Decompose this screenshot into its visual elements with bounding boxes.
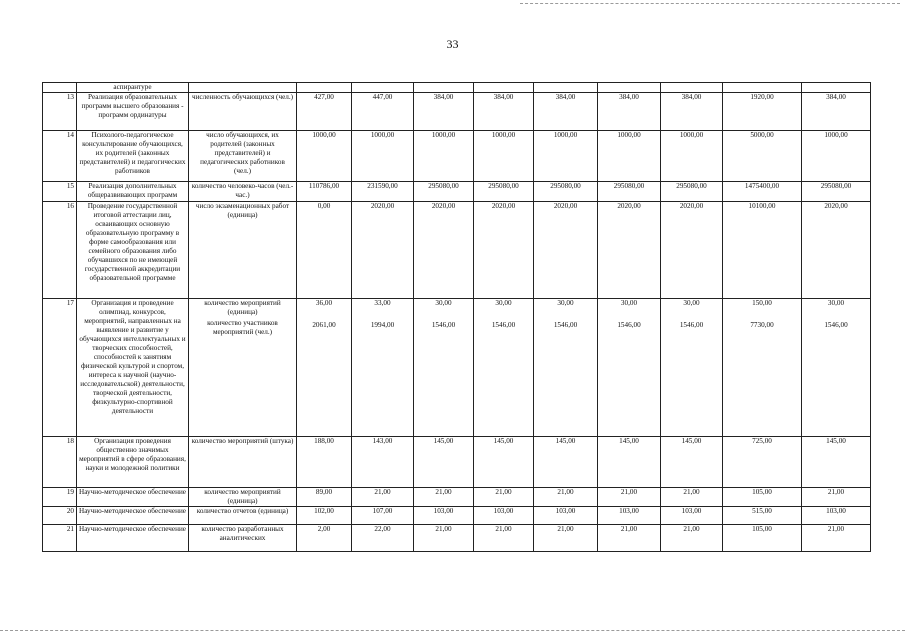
indicator-label: количество мероприятий (единица) <box>204 299 281 316</box>
value-cell <box>474 525 534 552</box>
value-text: 2020,00 <box>370 202 395 210</box>
value-cell <box>474 93 534 131</box>
value-cell <box>297 182 352 202</box>
value-text: 145,00 <box>433 437 454 445</box>
service-name-cell: Психолого-педагогическое консультирование обучающихся, их родителей (законных представителей) и педагогических работников <box>77 131 189 182</box>
table-row <box>43 299 871 437</box>
value-cell <box>802 525 871 552</box>
value-cell <box>661 488 723 507</box>
value-cell <box>598 488 661 507</box>
value-text: 30,00 <box>495 299 512 307</box>
indicator-label: число экзаменационных работ (единица) <box>195 202 290 219</box>
value-text: 384,00 <box>826 93 846 101</box>
table-row <box>43 488 871 507</box>
table-row <box>43 507 871 525</box>
value-cell <box>474 488 534 507</box>
value-text: 103,00 <box>555 507 576 515</box>
value-cell <box>414 437 474 488</box>
value-cell <box>414 131 474 182</box>
table-row <box>43 202 871 299</box>
value-cell <box>534 182 598 202</box>
value-text: 145,00 <box>681 437 702 445</box>
value-text: 30,00 <box>557 299 574 307</box>
value-text: 2020,00 <box>431 202 456 210</box>
value-text: 725,00 <box>752 437 772 445</box>
value-text: 384,00 <box>493 93 514 101</box>
service-name-cell: Реализация дополнительных общеразвивающих программ <box>77 182 189 202</box>
value-cell <box>723 202 802 299</box>
row-number-cell: 21 <box>43 525 77 552</box>
value-text: 1546,00 <box>679 321 704 329</box>
indicator-cell <box>189 437 297 488</box>
table-row <box>43 525 871 552</box>
value-text: 21,00 <box>557 488 574 496</box>
value-cell <box>661 507 723 525</box>
indicator-label: число обучающихся, их родителей (законных представителей) и педагогических работников (чел.) <box>200 131 285 175</box>
value-text: 21,00 <box>495 525 512 533</box>
value-cell <box>534 299 598 437</box>
value-text: 145,00 <box>493 437 514 445</box>
value-cell <box>352 131 414 182</box>
value-text: 1546,00 <box>491 321 516 329</box>
value-text: 1000,00 <box>431 131 456 139</box>
value-text: 427,00 <box>314 93 334 101</box>
value-cell <box>598 525 661 552</box>
indicator-label: количество человеко-часов (чел.-час.) <box>191 182 294 199</box>
value-text: 21,00 <box>827 488 845 496</box>
value-text: 30,00 <box>827 299 845 307</box>
value-text: 21,00 <box>495 488 512 496</box>
budget-indicators-table <box>42 82 871 552</box>
indicator-cell <box>189 525 297 552</box>
indicator-label: количество разработанных аналитических <box>201 525 284 542</box>
service-name-cell: Организация проведения общественно значимых мероприятий в сфере образования, науки и молодежной политики <box>77 437 189 488</box>
value-cell <box>352 299 414 437</box>
value-cell <box>598 507 661 525</box>
value-cell <box>474 507 534 525</box>
indicator-cell <box>189 182 297 202</box>
value-cell <box>534 525 598 552</box>
value-text: 2020,00 <box>617 202 641 210</box>
value-cell <box>661 437 723 488</box>
value-text: 515,00 <box>752 507 772 515</box>
scan-edge-line <box>520 3 900 4</box>
value-text: 21,00 <box>620 488 638 496</box>
value-cell <box>723 93 802 131</box>
value-cell <box>802 299 871 437</box>
value-cell <box>598 182 661 202</box>
value-cell <box>534 437 598 488</box>
value-cell <box>352 488 414 507</box>
value-text: 110786,00 <box>308 182 340 190</box>
indicator-cell <box>189 131 297 182</box>
row-number-cell <box>43 83 77 93</box>
value-text: 1475400,00 <box>744 182 780 190</box>
value-cell <box>352 182 414 202</box>
value-cell <box>414 488 474 507</box>
value-text: 21,00 <box>435 525 452 533</box>
value-text: 2061,00 <box>312 321 336 329</box>
table-row <box>43 131 871 182</box>
value-cell <box>297 488 352 507</box>
value-text: 5000,00 <box>750 131 774 139</box>
value-cell <box>297 202 352 299</box>
service-name-cell: Организация и проведение олимпиад, конкурсов, мероприятий, направленных на выявление и развитие у обучающихся интеллектуальных и творческих способностей, способностей к занятиям физической культурой и спортом, интереса к научной (научно-исследовательской) деятельности, творческой деятельности, физкультурно-спортивной деятельности <box>77 299 189 437</box>
value-text: 30,00 <box>435 299 452 307</box>
scan-edge-line <box>0 630 905 631</box>
value-text: 231590,00 <box>367 182 398 190</box>
value-cell <box>723 299 802 437</box>
indicator-cell <box>189 507 297 525</box>
value-cell <box>297 525 352 552</box>
value-text: 145,00 <box>826 437 846 445</box>
value-cell <box>534 488 598 507</box>
value-cell <box>474 437 534 488</box>
value-cell <box>802 93 871 131</box>
value-cell <box>414 182 474 202</box>
value-text: 105,00 <box>752 525 772 533</box>
service-name-cell: Научно-методическое обеспечение <box>77 488 189 507</box>
value-text: 384,00 <box>619 93 639 101</box>
value-text: 295080,00 <box>676 182 707 190</box>
value-text: 384,00 <box>681 93 702 101</box>
row-number-cell: 16 <box>43 202 77 299</box>
value-cell <box>723 182 802 202</box>
value-cell <box>802 488 871 507</box>
value-text: 150,00 <box>752 299 772 307</box>
value-text: 89,00 <box>315 488 333 496</box>
value-text: 1546,00 <box>617 321 641 329</box>
value-text: 21,00 <box>374 488 391 496</box>
value-text: 295080,00 <box>613 182 645 190</box>
value-text: 1000,00 <box>617 131 641 139</box>
value-cell <box>723 131 802 182</box>
value-text: 1000,00 <box>824 131 848 139</box>
value-cell <box>474 299 534 437</box>
value-text: 21,00 <box>557 525 574 533</box>
value-cell <box>297 437 352 488</box>
value-text: 2020,00 <box>553 202 578 210</box>
value-text: 21,00 <box>435 488 452 496</box>
value-cell <box>802 182 871 202</box>
value-cell <box>352 507 414 525</box>
table-row-fragment <box>43 83 871 93</box>
indicator-cell <box>189 299 297 437</box>
row-number-cell: 18 <box>43 437 77 488</box>
value-cell <box>352 437 414 488</box>
value-text: 1000,00 <box>312 131 336 139</box>
value-cell <box>802 437 871 488</box>
indicator-cell <box>189 488 297 507</box>
value-cell <box>414 299 474 437</box>
value-text: 2020,00 <box>824 202 848 210</box>
value-text: 1000,00 <box>491 131 516 139</box>
value-cell <box>661 202 723 299</box>
value-text: 21,00 <box>827 525 845 533</box>
value-text: 36,00 <box>315 299 333 307</box>
value-text: 2020,00 <box>679 202 704 210</box>
value-cell <box>802 507 871 525</box>
value-cell <box>297 93 352 131</box>
value-cell <box>297 299 352 437</box>
service-name-cell: Проведение государственной итоговой аттестации лиц, осваивающих основную образовательную программу в форме самообразования или семейного образования либо обучавшихся по не имеющей государственной аккредитации образовательной программе <box>77 202 189 299</box>
value-text: 7730,00 <box>750 321 774 329</box>
value-text: 1546,00 <box>824 321 848 329</box>
value-text: 1546,00 <box>553 321 578 329</box>
value-text: 103,00 <box>619 507 639 515</box>
value-cell <box>352 93 414 131</box>
value-text: 384,00 <box>433 93 454 101</box>
value-cell <box>802 131 871 182</box>
value-cell <box>474 131 534 182</box>
service-name-cell: Научно-методическое обеспечение <box>77 507 189 525</box>
value-cell <box>414 507 474 525</box>
value-cell <box>474 182 534 202</box>
value-cell <box>474 202 534 299</box>
value-text: 295080,00 <box>428 182 459 190</box>
value-cell <box>414 202 474 299</box>
value-text: 1546,00 <box>431 321 456 329</box>
row-number-cell: 17 <box>43 299 77 437</box>
value-cell <box>297 507 352 525</box>
value-cell <box>661 525 723 552</box>
value-text: 103,00 <box>681 507 702 515</box>
value-text: 22,00 <box>374 525 391 533</box>
indicator-label: численность обучающихся (чел.) <box>191 93 294 101</box>
indicator-cell <box>189 93 297 131</box>
value-text: 295080,00 <box>820 182 852 190</box>
value-text: 21,00 <box>683 488 700 496</box>
value-text: 1920,00 <box>750 93 774 101</box>
value-text: 105,00 <box>752 488 772 496</box>
value-cell <box>598 131 661 182</box>
row-number-cell: 14 <box>43 131 77 182</box>
value-cell <box>723 525 802 552</box>
value-cell <box>414 93 474 131</box>
value-text: 1994,00 <box>370 321 395 329</box>
indicator-label: количество участников мероприятий (чел.) <box>207 319 278 336</box>
table-body <box>43 83 871 552</box>
value-text: 103,00 <box>493 507 514 515</box>
value-cell <box>352 525 414 552</box>
value-cell <box>661 299 723 437</box>
value-text: 447,00 <box>372 93 393 101</box>
value-text: 33,00 <box>374 299 391 307</box>
value-text: 21,00 <box>620 525 638 533</box>
value-cell <box>661 93 723 131</box>
row-number-cell: 13 <box>43 93 77 131</box>
indicator-label: количество мероприятий (штука) <box>191 437 294 445</box>
table-row <box>43 437 871 488</box>
row-number-cell: 15 <box>43 182 77 202</box>
indicator-cell <box>189 202 297 299</box>
value-cell <box>598 93 661 131</box>
value-text: 0,00 <box>317 202 331 210</box>
service-name-cell: Реализация образовательных программ высшего образования - программ ординатуры <box>77 93 189 131</box>
value-cell <box>534 131 598 182</box>
row-number-cell: 19 <box>43 488 77 507</box>
value-cell <box>598 202 661 299</box>
value-text: 2020,00 <box>491 202 516 210</box>
value-cell <box>297 131 352 182</box>
service-name-cell: Научно-методическое обеспечение <box>77 525 189 552</box>
value-text: 188,00 <box>314 437 334 445</box>
value-text: 145,00 <box>619 437 639 445</box>
value-cell <box>723 488 802 507</box>
value-text: 2,00 <box>317 525 331 533</box>
value-text: 21,00 <box>683 525 700 533</box>
indicator-label: количество отчетов (единица) <box>196 507 289 515</box>
value-text: 384,00 <box>555 93 576 101</box>
value-text: 1000,00 <box>370 131 395 139</box>
value-text: 30,00 <box>683 299 700 307</box>
value-text: 145,00 <box>555 437 576 445</box>
value-cell <box>534 507 598 525</box>
row-number-cell: 20 <box>43 507 77 525</box>
value-cell <box>723 437 802 488</box>
table-row <box>43 182 871 202</box>
value-cell <box>802 202 871 299</box>
value-cell <box>534 93 598 131</box>
value-text: 102,00 <box>314 507 334 515</box>
value-text: 1000,00 <box>553 131 578 139</box>
value-text: 103,00 <box>826 507 846 515</box>
value-cell <box>598 437 661 488</box>
value-cell <box>414 525 474 552</box>
value-text: 143,00 <box>372 437 393 445</box>
value-text: 1000,00 <box>679 131 704 139</box>
value-cell <box>723 507 802 525</box>
service-cell: аспирантуре <box>77 83 189 93</box>
page-number: 33 <box>446 37 459 51</box>
indicator-label: количество мероприятий (единица) <box>204 488 281 505</box>
table-row <box>43 93 871 131</box>
value-text: 103,00 <box>433 507 454 515</box>
value-cell <box>534 202 598 299</box>
value-cell <box>598 299 661 437</box>
value-text: 10100,00 <box>748 202 776 210</box>
value-text: 295080,00 <box>488 182 519 190</box>
value-text: 295080,00 <box>550 182 581 190</box>
value-cell <box>661 131 723 182</box>
value-text: 107,00 <box>372 507 393 515</box>
value-text: 30,00 <box>620 299 638 307</box>
value-cell <box>661 182 723 202</box>
value-cell <box>352 202 414 299</box>
